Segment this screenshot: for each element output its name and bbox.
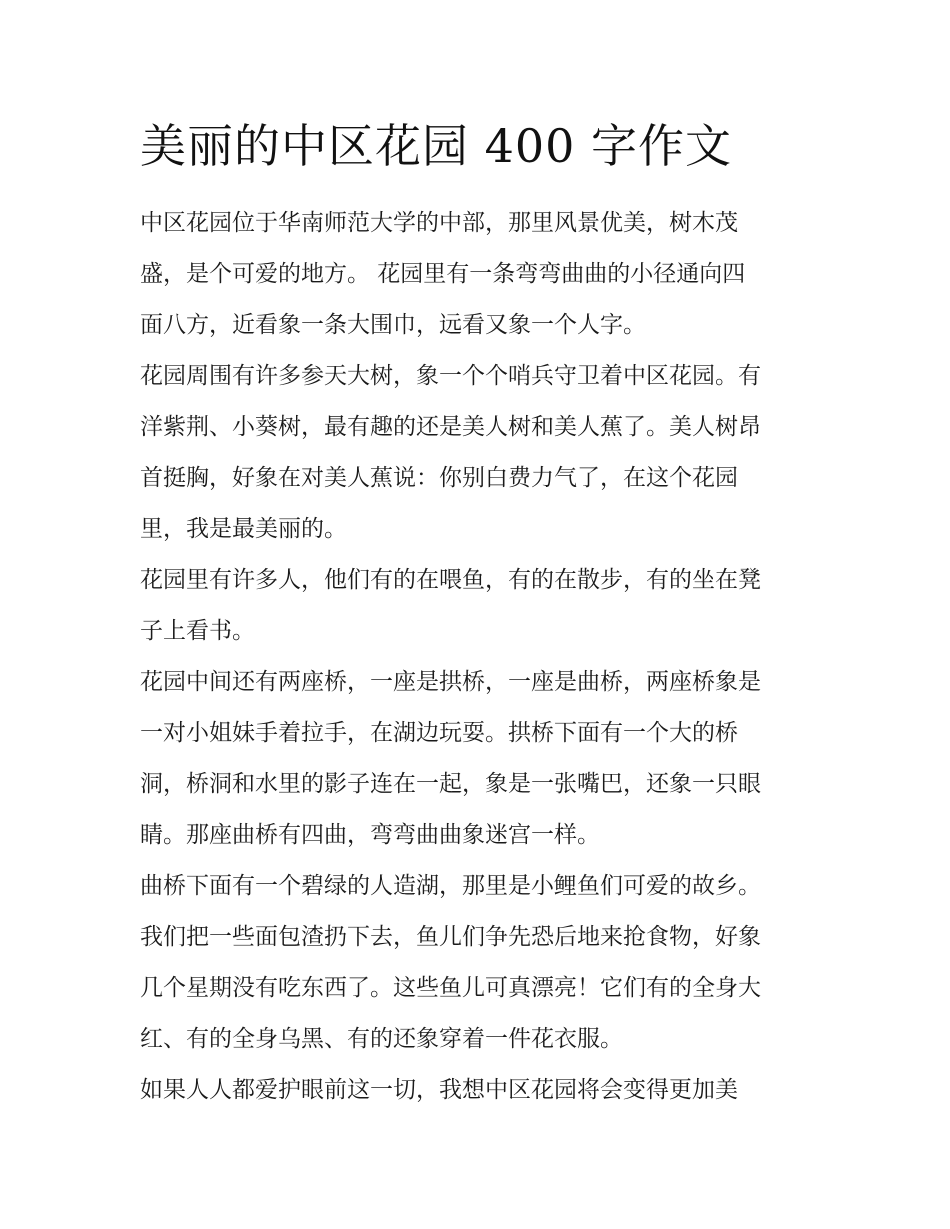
- paragraph: [140, 198, 816, 351]
- text-line: 盛，是个可爱的地方。 花园里有一条弯弯曲曲的小径通向四: [140, 261, 746, 287]
- text-line: 一对小姐妹手着拉手，在湖边玩耍。拱桥下面有一个大的桥: [140, 720, 738, 746]
- text-line: 子上看书。: [140, 618, 255, 644]
- text-line: 首挺胸，好象在对美人蕉说：你别白费力气了，在这个花园: [140, 465, 738, 491]
- text-line: 曲桥下面有一个碧绿的人造湖，那里是小鲤鱼们可爱的故乡。: [140, 873, 761, 899]
- text-line: 花园里有许多人，他们有的在喂鱼，有的在散步，有的坐在凳: [140, 567, 761, 593]
- text-line: 花园中间还有两座桥，一座是拱桥，一座是曲桥，两座桥象是: [140, 669, 761, 695]
- paragraph: [140, 861, 816, 1065]
- text-line: 洞，桥洞和水里的影子连在一起，象是一张嘴巴，还象一只眼: [140, 771, 761, 797]
- paragraph: [140, 657, 816, 861]
- text-line: 睛。那座曲桥有四曲，弯弯曲曲象迷宫一样。: [140, 822, 600, 848]
- text-line: 我们把一些面包渣扔下去，鱼儿们争先恐后地来抢食物，好象: [140, 924, 761, 950]
- text-line: 如果人人都爱护眼前这一切，我想中区花园将会变得更加美: [140, 1077, 738, 1103]
- text-line: 洋紫荆、小葵树，最有趣的还是美人树和美人蕉了。美人树昂: [140, 414, 761, 440]
- text-line: 面八方，近看象一条大围巾，远看又象一个人字。: [140, 312, 646, 338]
- paragraph: [140, 555, 816, 657]
- paragraph: [140, 1065, 816, 1116]
- document-body: [140, 198, 816, 1116]
- text-line: 花园周围有许多参天大树，象一个个哨兵守卫着中区花园。有: [140, 363, 761, 389]
- text-line: 里，我是最美丽的。: [140, 516, 347, 542]
- document-title: 美丽的中区花园 400 字作文: [140, 119, 733, 173]
- text-line: 红、有的全身乌黑、有的还象穿着一件花衣服。: [140, 1026, 623, 1052]
- text-line: 几个星期没有吃东西了。这些鱼儿可真漂亮！它们有的全身大: [140, 975, 761, 1001]
- paragraph: [140, 351, 816, 555]
- text-line: 中区花园位于华南师范大学的中部，那里风景优美，树木茂: [140, 210, 738, 236]
